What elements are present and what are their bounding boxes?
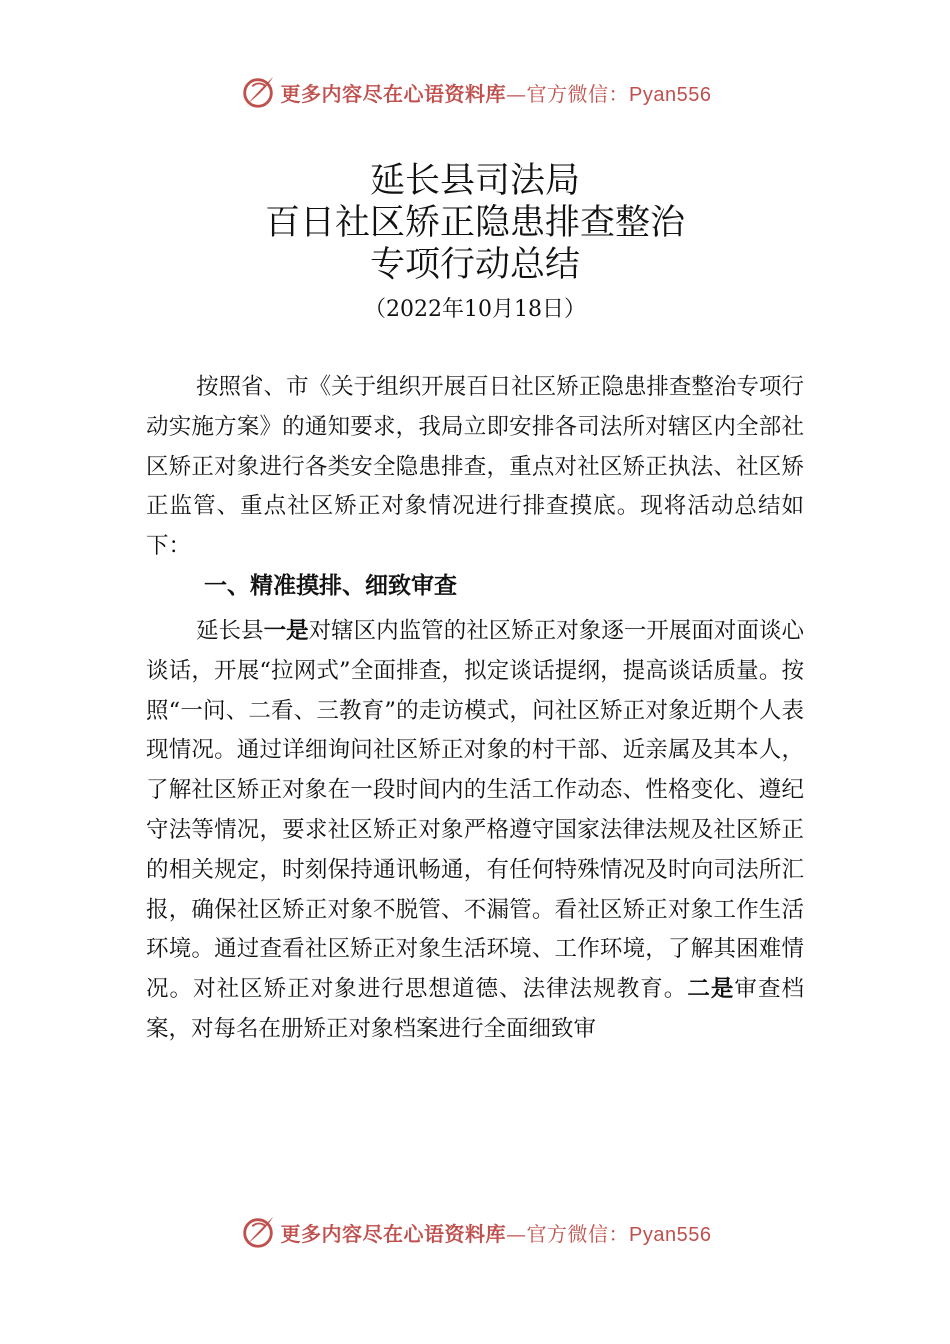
banner-wechat-id: Pyan556 [629, 1223, 712, 1246]
banner-wechat-id: Pyan556 [629, 83, 712, 106]
intro-paragraph: 按照省、市《关于组织开展百日社区矫正隐患排查整治专项行动实施方案》的通知要求，我局立即安排各司法所对辖区内全部社区矫正对象进行各类安全隐患排查，重点对社区矫正执法、社区矫正监管、重点社区矫正对象情况进行排查摸底。现将活动总结如下： [146, 374, 804, 560]
document-date: （2022年10月18日） [364, 297, 586, 322]
quill-logo-icon [239, 73, 277, 111]
banner-official-label: 官方微信： [526, 1221, 630, 1246]
first-point-text: 对辖区内监管的社区矫正对象逐一开展面对面谈心谈话，开展“拉网式”全面排查，拟定谈话提纲，提高谈话质量。按照“一问、二看、三教育”的走访模式，问社区矫正对象近期个人表现情况。通过详细询问社区矫正对象的村干部、近亲属及其本人，了解社区矫正对象在一段时间内的生活工作动态、性格变化、遵纪守法等情况，要求社区矫正对象严格遵守国家法律法规及社区矫正的相关规定，时刻保持通讯畅通，有任何特殊情况及时向司法所汇报，确保社区矫正对象不脱管、不漏管。看社区矫正对象工作生活环境。通过查看社区矫正对象生活环境、工作环境，了解其困难情况。对社区矫正对象进行思想道德、法律法规教育。 [146, 618, 804, 1003]
quill-logo-icon [239, 1213, 277, 1251]
second-point-text: 审查档案，对每名在册矫正对象档案进行全面细致审 [146, 976, 804, 1042]
title-line-2: 百日社区矫正隐患排查整治 [264, 203, 685, 243]
banner-library-text: 更多内容尽在心语资料库 [280, 1221, 507, 1246]
banner-library-text: 更多内容尽在心语资料库 [280, 81, 507, 106]
header-watermark [0, 72, 950, 112]
footer-watermark [0, 1212, 950, 1252]
banner-dash: — [506, 81, 527, 106]
banner-dash: — [506, 1221, 527, 1246]
section-1-heading: 一、精准摸排、细致审查 [204, 573, 457, 599]
first-point-label: 一是 [263, 618, 309, 644]
second-point-label: 二是 [687, 976, 735, 1003]
title-line-1: 延长县司法局 [369, 161, 580, 201]
section-1-paragraph [146, 612, 804, 1050]
section-1-lead: 延长县 [196, 618, 264, 644]
banner-official-label: 官方微信： [526, 81, 630, 106]
title-line-3: 专项行动总结 [369, 245, 580, 285]
